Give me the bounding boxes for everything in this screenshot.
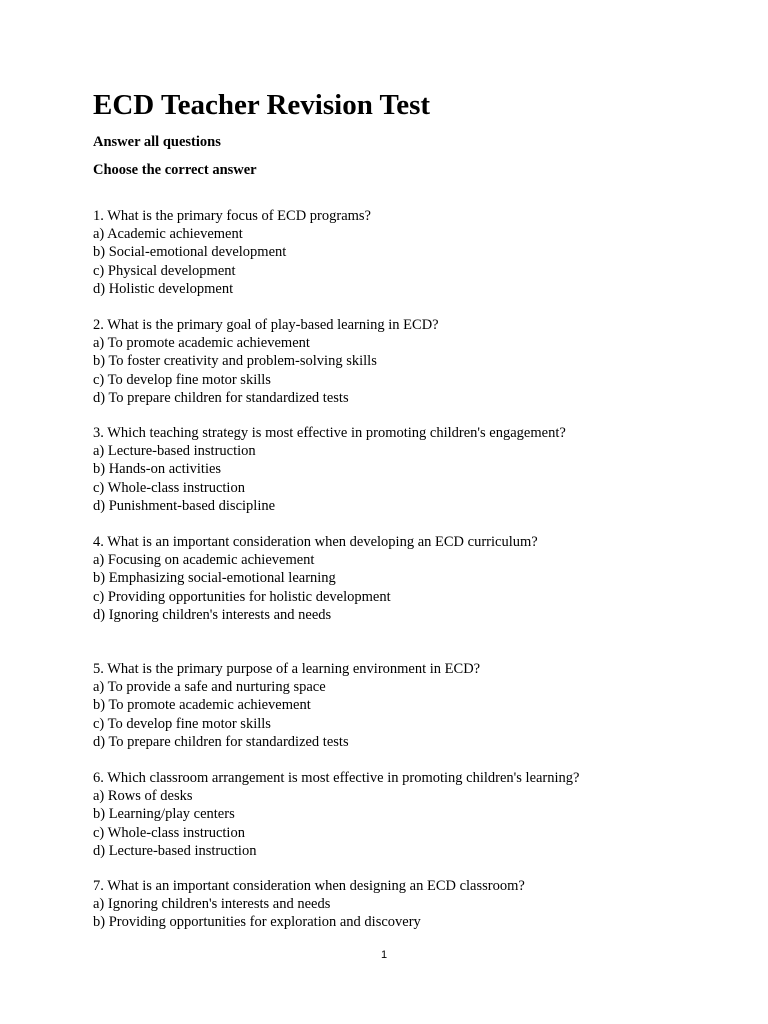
page-number: 1 [380, 949, 388, 961]
instruction-choose-correct: Choose the correct answer [93, 162, 257, 178]
answer-option: d) Ignoring children's interests and needs [93, 606, 332, 623]
answer-option: b) Emphasizing social-emotional learning [93, 570, 336, 587]
answer-option: a) Rows of desks [93, 788, 193, 805]
answer-option: b) Learning/play centers [93, 806, 235, 823]
answer-option: a) Ignoring children's interests and needs [93, 896, 331, 913]
answer-option: a) Lecture-based instruction [93, 443, 256, 460]
question-block-4 [93, 533, 538, 624]
answer-option: b) Hands-on activities [93, 461, 222, 478]
question-text: 1. What is the primary focus of ECD programs? [93, 208, 371, 224]
answer-option: c) Physical development [93, 262, 236, 279]
answer-option: b) To promote academic achievement [93, 697, 311, 714]
question-text: 5. What is the primary purpose of a learning environment in ECD? [93, 661, 481, 677]
answer-option: a) Focusing on academic achievement [93, 552, 315, 569]
question-text: 2. What is the primary goal of play-based learning in ECD? [93, 317, 439, 333]
answer-option: b) Providing opportunities for exploration and discovery [93, 914, 421, 931]
answer-option: c) To develop fine motor skills [93, 715, 271, 732]
question-text: 4. What is an important consideration when developing an ECD curriculum? [93, 534, 538, 550]
answer-option: d) To prepare children for standardized tests [93, 733, 349, 750]
question-block-2 [93, 316, 439, 407]
answer-option: c) Whole-class instruction [93, 479, 245, 496]
answer-option: c) Providing opportunities for holistic development [93, 588, 391, 605]
page-title: ECD Teacher Revision Test [93, 89, 431, 121]
answer-option: b) To foster creativity and problem-solving skills [93, 353, 377, 370]
answer-option: c) To develop fine motor skills [93, 371, 271, 388]
answer-option: d) Holistic development [93, 280, 234, 297]
question-block-6 [93, 769, 579, 860]
question-block-7 [93, 877, 525, 932]
question-text: 7. What is an important consideration when designing an ECD classroom? [93, 878, 525, 894]
instruction-answer-all: Answer all questions [93, 134, 221, 150]
answer-option: a) Academic achievement [93, 226, 243, 243]
question-block-1 [93, 207, 371, 298]
answer-option: a) To provide a safe and nurturing space [93, 679, 326, 696]
question-block-3 [93, 424, 566, 515]
question-text: 3. Which teaching strategy is most effective in promoting children's engagement? [93, 425, 566, 441]
question-text: 6. Which classroom arrangement is most effective in promoting children's learning? [93, 770, 580, 786]
answer-option: d) To prepare children for standardized tests [93, 389, 349, 406]
answer-option: d) Punishment-based discipline [93, 497, 276, 514]
answer-option: a) To promote academic achievement [93, 335, 310, 352]
answer-option: d) Lecture-based instruction [93, 842, 257, 859]
answer-option: c) Whole-class instruction [93, 824, 245, 841]
answer-option: b) Social-emotional development [93, 244, 287, 261]
question-block-5 [93, 660, 480, 751]
